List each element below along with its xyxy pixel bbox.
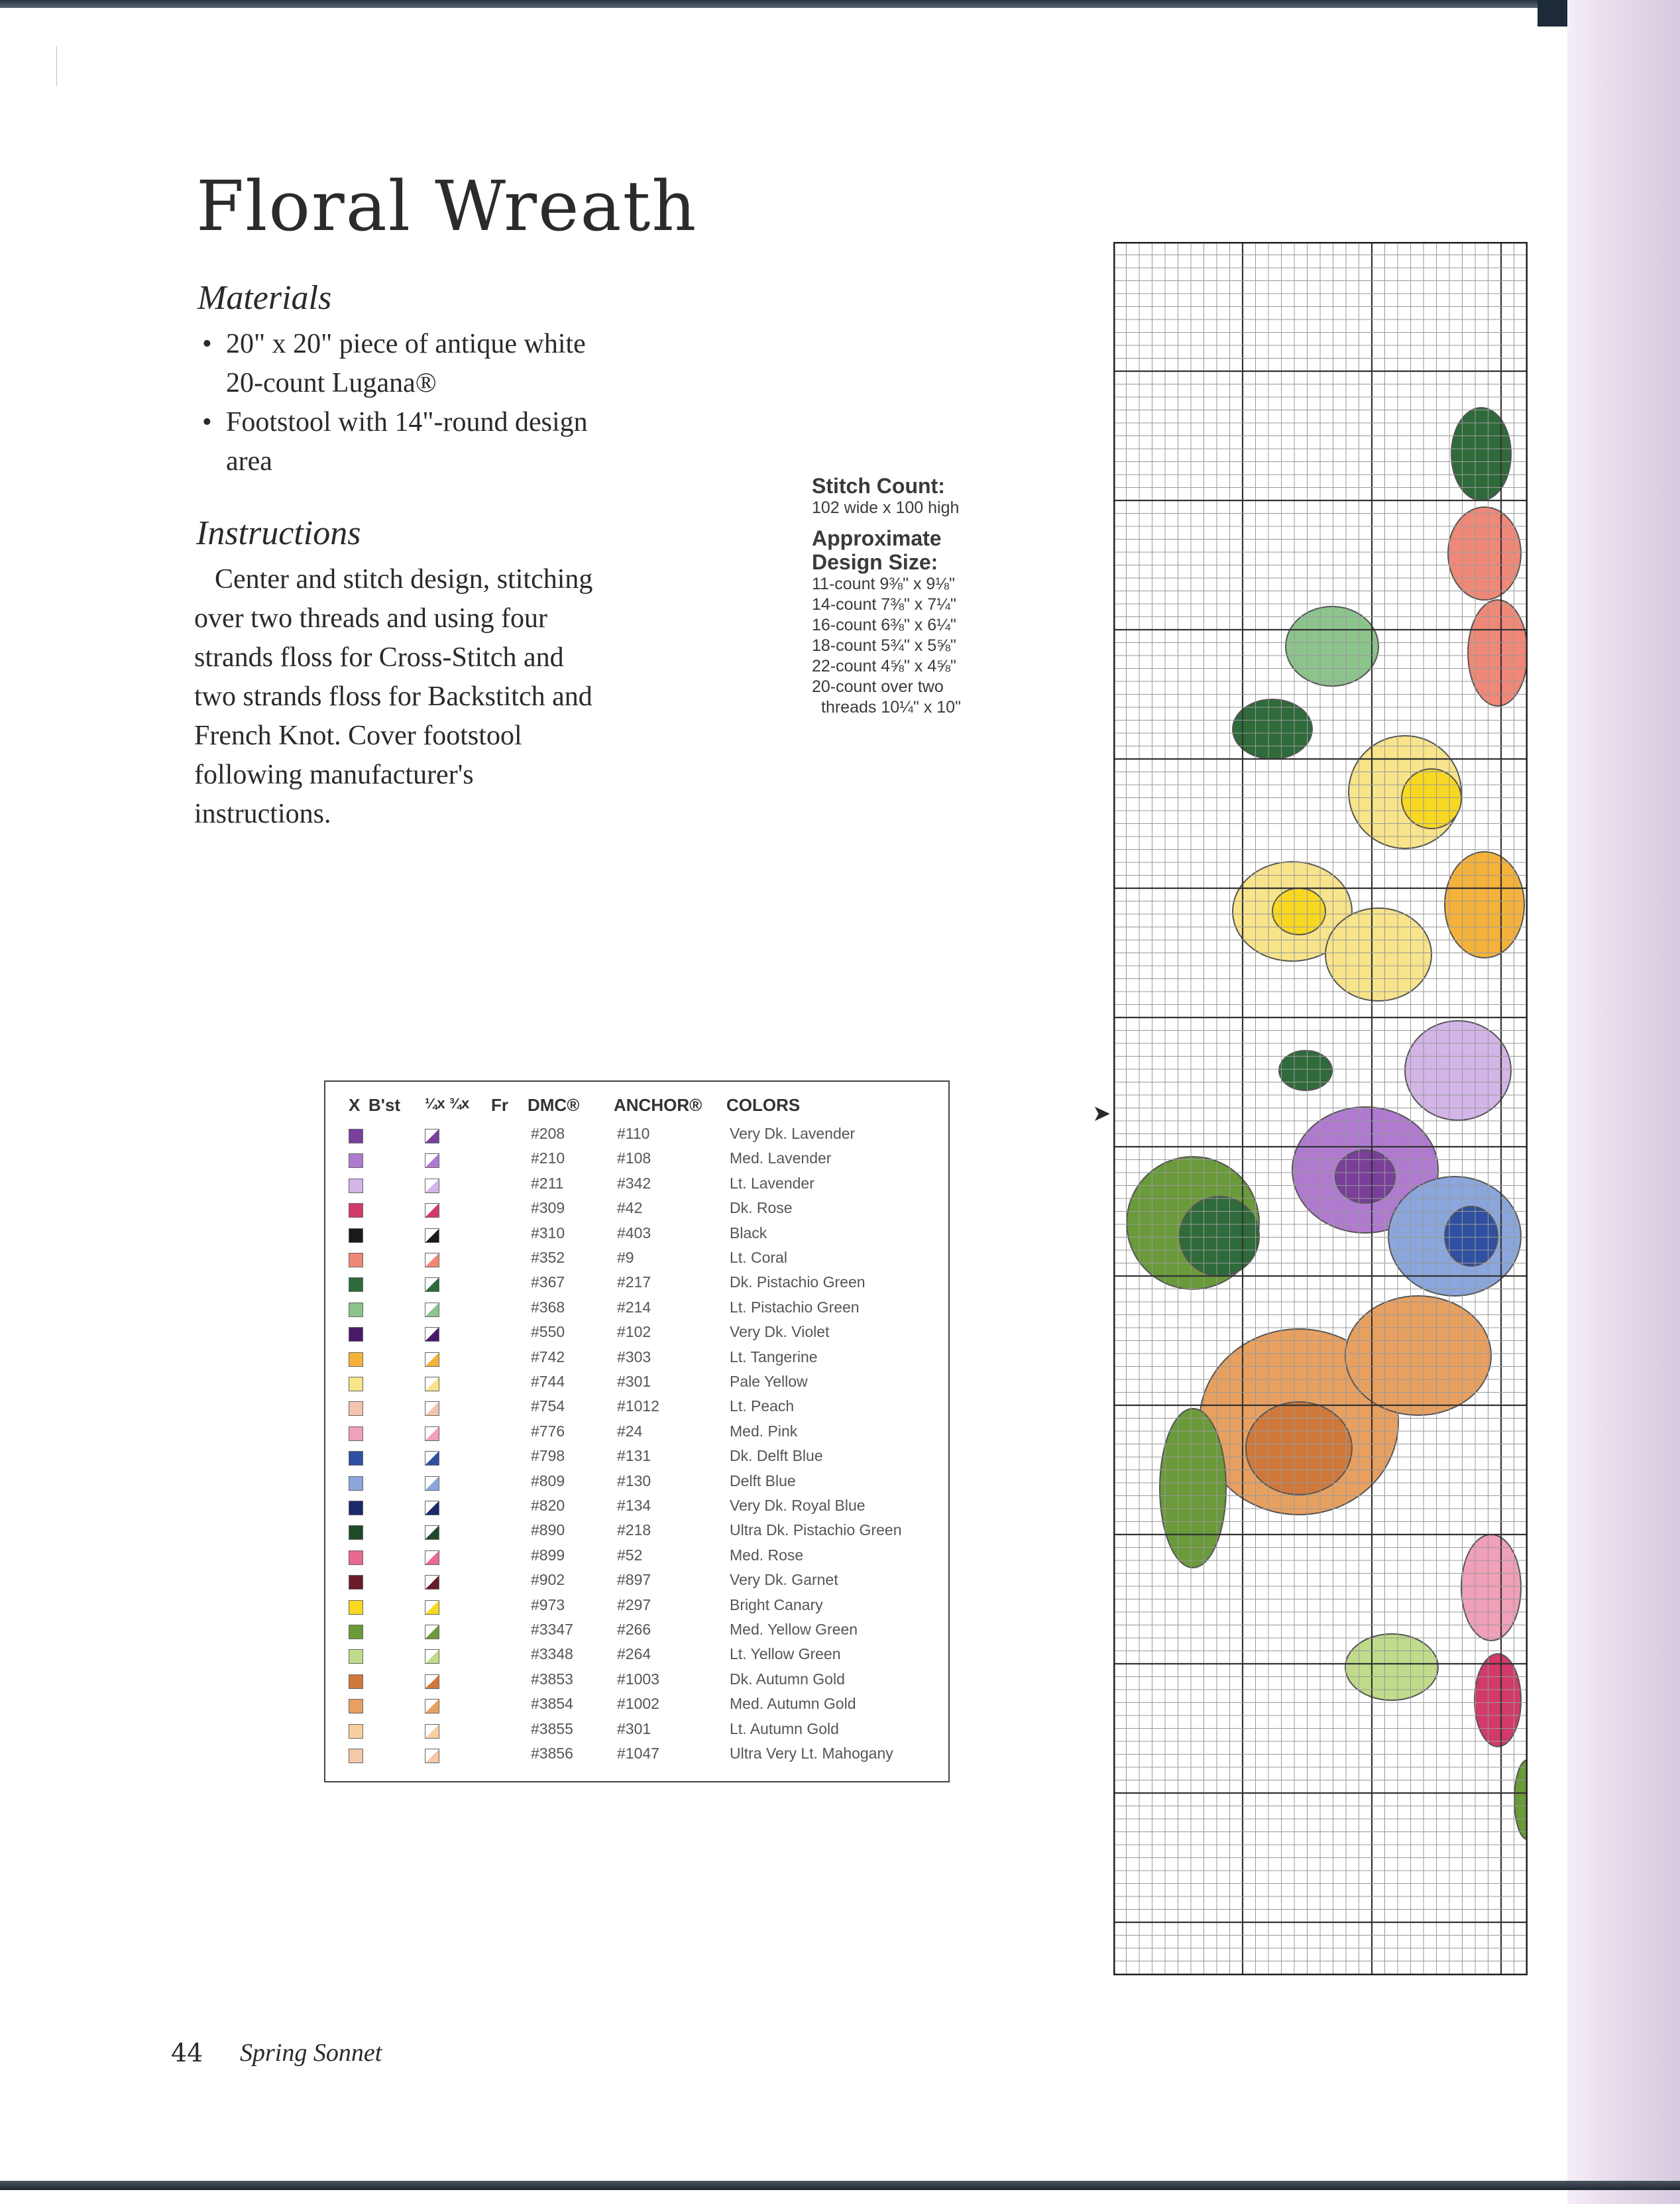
col-header-anchor: ANCHOR® bbox=[614, 1095, 702, 1115]
dmc-number: #3854 bbox=[531, 1695, 573, 1713]
anchor-number: #218 bbox=[617, 1521, 651, 1539]
anchor-number: #108 bbox=[617, 1149, 651, 1167]
col-header-colors: COLORS bbox=[726, 1095, 801, 1115]
fractional-swatch bbox=[425, 1303, 439, 1317]
color-name: Lt. Peach bbox=[730, 1397, 795, 1415]
floss-swatch bbox=[349, 1129, 363, 1143]
color-name: Lt. Coral bbox=[730, 1249, 787, 1266]
color-name: Lt. Lavender bbox=[730, 1174, 814, 1192]
dmc-number: #899 bbox=[531, 1546, 565, 1564]
color-name: Bright Canary bbox=[730, 1595, 823, 1613]
fractional-swatch bbox=[425, 1501, 439, 1515]
floss-swatch bbox=[349, 1179, 363, 1193]
page-number: 44 bbox=[171, 2038, 203, 2067]
fractional-swatch bbox=[425, 1129, 439, 1143]
col-header-dmc: DMC® bbox=[528, 1095, 580, 1115]
color-name: Lt. Autumn Gold bbox=[730, 1719, 839, 1737]
fractional-swatch bbox=[425, 1749, 439, 1763]
dmc-number: #3347 bbox=[531, 1621, 573, 1638]
legend-row bbox=[325, 1175, 948, 1199]
dmc-number: #211 bbox=[531, 1174, 564, 1192]
color-name: Med. Yellow Green bbox=[730, 1621, 858, 1638]
anchor-number: #1002 bbox=[617, 1695, 659, 1713]
legend-row bbox=[325, 1546, 948, 1571]
floss-swatch bbox=[349, 1699, 363, 1713]
color-name: Med. Autumn Gold bbox=[730, 1695, 856, 1713]
col-header-french-knot: Fr bbox=[491, 1095, 508, 1115]
floss-swatch bbox=[349, 1203, 363, 1218]
fractional-swatch bbox=[425, 1426, 439, 1441]
floss-swatch bbox=[349, 1501, 363, 1515]
stitch-area bbox=[1445, 1206, 1498, 1266]
stitch-area bbox=[1180, 1196, 1259, 1276]
color-name: Lt. Yellow Green bbox=[730, 1645, 841, 1663]
fractional-swatch bbox=[425, 1179, 439, 1193]
size-line: 16-count 6⅜" x 6¼" bbox=[812, 616, 956, 634]
floss-swatch bbox=[349, 1649, 363, 1664]
floss-swatch bbox=[349, 1476, 363, 1491]
materials-item: • 20" x 20" piece of antique white 20-count Lugana® bbox=[202, 325, 626, 403]
dmc-number: #368 bbox=[531, 1298, 565, 1316]
color-name: Very Dk. Garnet bbox=[730, 1571, 838, 1589]
instructions-heading: Instructions bbox=[196, 514, 361, 552]
bottom-rule bbox=[0, 2181, 1680, 2190]
fractional-swatch bbox=[425, 1352, 439, 1367]
anchor-number: #102 bbox=[617, 1323, 651, 1341]
legend-row bbox=[325, 1521, 948, 1546]
floss-swatch bbox=[349, 1327, 363, 1342]
legend-row bbox=[325, 1497, 948, 1521]
dmc-number: #744 bbox=[531, 1373, 565, 1390]
dmc-number: #754 bbox=[531, 1397, 565, 1415]
legend-row bbox=[325, 1645, 948, 1670]
size-line: 22-count 4⅝" x 4⅝" bbox=[812, 657, 956, 675]
legend-row bbox=[325, 1422, 948, 1447]
fractional-swatch bbox=[425, 1575, 439, 1590]
stitch-area bbox=[1445, 852, 1524, 958]
floss-swatch bbox=[349, 1625, 363, 1639]
dmc-number: #550 bbox=[531, 1323, 565, 1341]
anchor-number: #217 bbox=[617, 1273, 651, 1291]
materials-item: • Footstool with 14"-round design area bbox=[202, 403, 626, 481]
fractional-swatch bbox=[425, 1327, 439, 1342]
cross-stitch-chart bbox=[1113, 242, 1528, 1975]
dmc-number: #310 bbox=[531, 1224, 565, 1242]
dmc-number: #309 bbox=[531, 1199, 565, 1217]
anchor-number: #134 bbox=[617, 1497, 651, 1514]
dmc-number: #3855 bbox=[531, 1719, 573, 1737]
stitch-area bbox=[1160, 1409, 1226, 1568]
anchor-number: #297 bbox=[617, 1595, 651, 1613]
legend-row bbox=[325, 1249, 948, 1273]
materials-heading: Materials bbox=[197, 279, 332, 317]
fractional-swatch bbox=[425, 1203, 439, 1218]
color-name: Dk. Delft Blue bbox=[730, 1447, 823, 1465]
color-name: Very Dk. Royal Blue bbox=[730, 1497, 866, 1514]
dmc-number: #776 bbox=[531, 1422, 565, 1440]
stitch-area bbox=[1405, 1021, 1511, 1120]
legend-row bbox=[325, 1596, 948, 1621]
floss-swatch bbox=[349, 1377, 363, 1391]
margin-mark bbox=[56, 46, 57, 86]
fractional-swatch bbox=[425, 1525, 439, 1540]
color-name: Dk. Pistachio Green bbox=[730, 1273, 866, 1291]
legend-row bbox=[325, 1397, 948, 1422]
floss-swatch bbox=[349, 1153, 363, 1168]
legend-row bbox=[325, 1447, 948, 1472]
size-line: 18-count 5¾" x 5⅝" bbox=[812, 636, 956, 655]
anchor-number: #24 bbox=[617, 1422, 643, 1440]
color-name: Ultra Dk. Pistachio Green bbox=[730, 1521, 902, 1539]
floss-swatch bbox=[349, 1575, 363, 1590]
anchor-number: #130 bbox=[617, 1472, 651, 1489]
color-name: Lt. Tangerine bbox=[730, 1348, 818, 1365]
top-rule bbox=[0, 0, 1680, 8]
fractional-swatch bbox=[425, 1228, 439, 1243]
fractional-swatch bbox=[425, 1550, 439, 1565]
legend-row bbox=[325, 1348, 948, 1373]
anchor-number: #131 bbox=[617, 1447, 651, 1465]
anchor-number: #403 bbox=[617, 1224, 651, 1242]
anchor-number: #1003 bbox=[617, 1670, 659, 1688]
fractional-swatch bbox=[425, 1253, 439, 1267]
dmc-number: #367 bbox=[531, 1273, 565, 1291]
floss-swatch bbox=[349, 1451, 363, 1466]
color-name: Lt. Pistachio Green bbox=[730, 1298, 860, 1316]
fractional-swatch bbox=[425, 1600, 439, 1615]
stitch-area bbox=[1325, 908, 1431, 1001]
floss-swatch bbox=[349, 1600, 363, 1615]
fractional-swatch bbox=[425, 1625, 439, 1639]
anchor-number: #214 bbox=[617, 1298, 651, 1316]
color-name: Med. Rose bbox=[730, 1546, 804, 1564]
stitch-area bbox=[1246, 1402, 1352, 1495]
anchor-number: #52 bbox=[617, 1546, 643, 1564]
book-title: Spring Sonnet bbox=[240, 2039, 382, 2067]
fractional-swatch bbox=[425, 1649, 439, 1664]
fractional-swatch bbox=[425, 1451, 439, 1466]
legend-row bbox=[325, 1472, 948, 1497]
color-name: Very Dk. Lavender bbox=[730, 1125, 856, 1142]
legend-row bbox=[325, 1323, 948, 1348]
fractional-swatch bbox=[425, 1699, 439, 1713]
legend-row bbox=[325, 1273, 948, 1298]
legend-row bbox=[325, 1695, 948, 1719]
anchor-number: #897 bbox=[617, 1571, 651, 1589]
floss-swatch bbox=[349, 1352, 363, 1367]
size-line: 14-count 7⅜" x 7¼" bbox=[812, 595, 956, 614]
color-name: Dk. Rose bbox=[730, 1199, 793, 1217]
dmc-number: #820 bbox=[531, 1497, 565, 1514]
color-key-table bbox=[324, 1080, 950, 1782]
color-name: Pale Yellow bbox=[730, 1373, 808, 1390]
fractional-swatch bbox=[425, 1724, 439, 1739]
anchor-number: #1047 bbox=[617, 1745, 659, 1762]
anchor-number: #110 bbox=[617, 1125, 650, 1142]
fractional-swatch bbox=[425, 1277, 439, 1292]
stitch-area bbox=[1272, 888, 1325, 935]
floss-swatch bbox=[349, 1525, 363, 1540]
size-line: threads 10¼" x 10" bbox=[821, 698, 961, 717]
stitch-area bbox=[1468, 600, 1528, 706]
color-name: Med. Pink bbox=[730, 1422, 798, 1440]
anchor-number: #303 bbox=[617, 1348, 651, 1365]
floss-swatch bbox=[349, 1401, 363, 1416]
floss-swatch bbox=[349, 1303, 363, 1317]
legend-row bbox=[325, 1125, 948, 1149]
center-arrow-icon: ➤ bbox=[1092, 1102, 1111, 1126]
legend-row bbox=[325, 1571, 948, 1595]
legend-row bbox=[325, 1670, 948, 1695]
color-name: Delft Blue bbox=[730, 1472, 796, 1489]
page-title: Floral Wreath bbox=[196, 166, 698, 247]
dmc-number: #890 bbox=[531, 1521, 565, 1539]
dmc-number: #208 bbox=[531, 1125, 565, 1142]
legend-row bbox=[325, 1199, 948, 1224]
book-spine bbox=[1567, 0, 1680, 2204]
legend-row bbox=[325, 1745, 948, 1769]
size-line: 20-count over two bbox=[812, 677, 944, 696]
floss-swatch bbox=[349, 1674, 363, 1689]
floss-swatch bbox=[349, 1550, 363, 1565]
anchor-number: #264 bbox=[617, 1645, 651, 1663]
stitch-area bbox=[1335, 1150, 1395, 1203]
floss-swatch bbox=[349, 1228, 363, 1243]
floss-swatch bbox=[349, 1426, 363, 1441]
design-size-label: Design Size: bbox=[812, 550, 938, 574]
legend-row bbox=[325, 1621, 948, 1645]
fractional-swatch bbox=[425, 1674, 439, 1689]
fractional-swatch bbox=[425, 1401, 439, 1416]
color-name: Black bbox=[730, 1224, 767, 1242]
dmc-number: #3856 bbox=[531, 1745, 573, 1762]
stitch-area bbox=[1514, 1760, 1528, 1839]
legend-row bbox=[325, 1149, 948, 1174]
stitch-area bbox=[1233, 699, 1312, 759]
dmc-number: #798 bbox=[531, 1447, 565, 1465]
fractional-swatch bbox=[425, 1476, 439, 1491]
dmc-number: #3853 bbox=[531, 1670, 573, 1688]
instructions-text: Center and stitch design, stitching over two threads and using four strands floss for Cross-Stitch and two strands floss for Backstitch and French Knot. Cover footstool following manufacturer's instructions. bbox=[194, 564, 593, 829]
legend-row bbox=[325, 1299, 948, 1323]
fractional-swatch bbox=[425, 1153, 439, 1168]
color-name: Med. Lavender bbox=[730, 1149, 832, 1167]
dmc-number: #902 bbox=[531, 1571, 565, 1589]
stitch-area bbox=[1345, 1296, 1491, 1415]
dmc-number: #809 bbox=[531, 1472, 565, 1489]
stitch-count-box bbox=[812, 474, 961, 718]
stitch-area bbox=[1448, 507, 1521, 600]
materials-list bbox=[202, 325, 626, 481]
floss-swatch bbox=[349, 1749, 363, 1763]
anchor-number: #266 bbox=[617, 1621, 651, 1638]
dmc-number: #210 bbox=[531, 1149, 565, 1167]
anchor-number: #9 bbox=[617, 1249, 634, 1266]
size-line: 11-count 9⅜" x 9⅛" bbox=[812, 575, 956, 593]
legend-row bbox=[325, 1373, 948, 1397]
col-header-fractional: ¼x ¾x bbox=[425, 1095, 470, 1112]
color-name: Ultra Very Lt. Mahogany bbox=[730, 1745, 893, 1762]
anchor-number: #1012 bbox=[617, 1397, 659, 1415]
design-size-label: Approximate bbox=[812, 526, 942, 550]
color-name: Very Dk. Violet bbox=[730, 1323, 830, 1341]
stitch-count-label: Stitch Count: bbox=[812, 474, 945, 498]
dmc-number: #352 bbox=[531, 1249, 565, 1266]
col-header-x: X bbox=[349, 1095, 361, 1115]
stitch-area bbox=[1451, 408, 1511, 500]
floss-swatch bbox=[349, 1724, 363, 1739]
col-header-backstitch: B'st bbox=[368, 1095, 401, 1115]
stitch-area bbox=[1286, 607, 1378, 686]
floss-swatch bbox=[349, 1253, 363, 1267]
fractional-swatch bbox=[425, 1377, 439, 1391]
floss-swatch bbox=[349, 1277, 363, 1292]
legend-row bbox=[325, 1720, 948, 1745]
dmc-number: #973 bbox=[531, 1595, 565, 1613]
legend-row bbox=[325, 1224, 948, 1249]
color-name: Dk. Autumn Gold bbox=[730, 1670, 845, 1688]
dmc-number: #3348 bbox=[531, 1645, 573, 1663]
anchor-number: #342 bbox=[617, 1174, 651, 1192]
stitch-count-value: 102 wide x 100 high bbox=[812, 498, 960, 517]
anchor-number: #301 bbox=[617, 1373, 651, 1390]
anchor-number: #301 bbox=[617, 1719, 651, 1737]
dmc-number: #742 bbox=[531, 1348, 565, 1365]
anchor-number: #42 bbox=[617, 1199, 643, 1217]
